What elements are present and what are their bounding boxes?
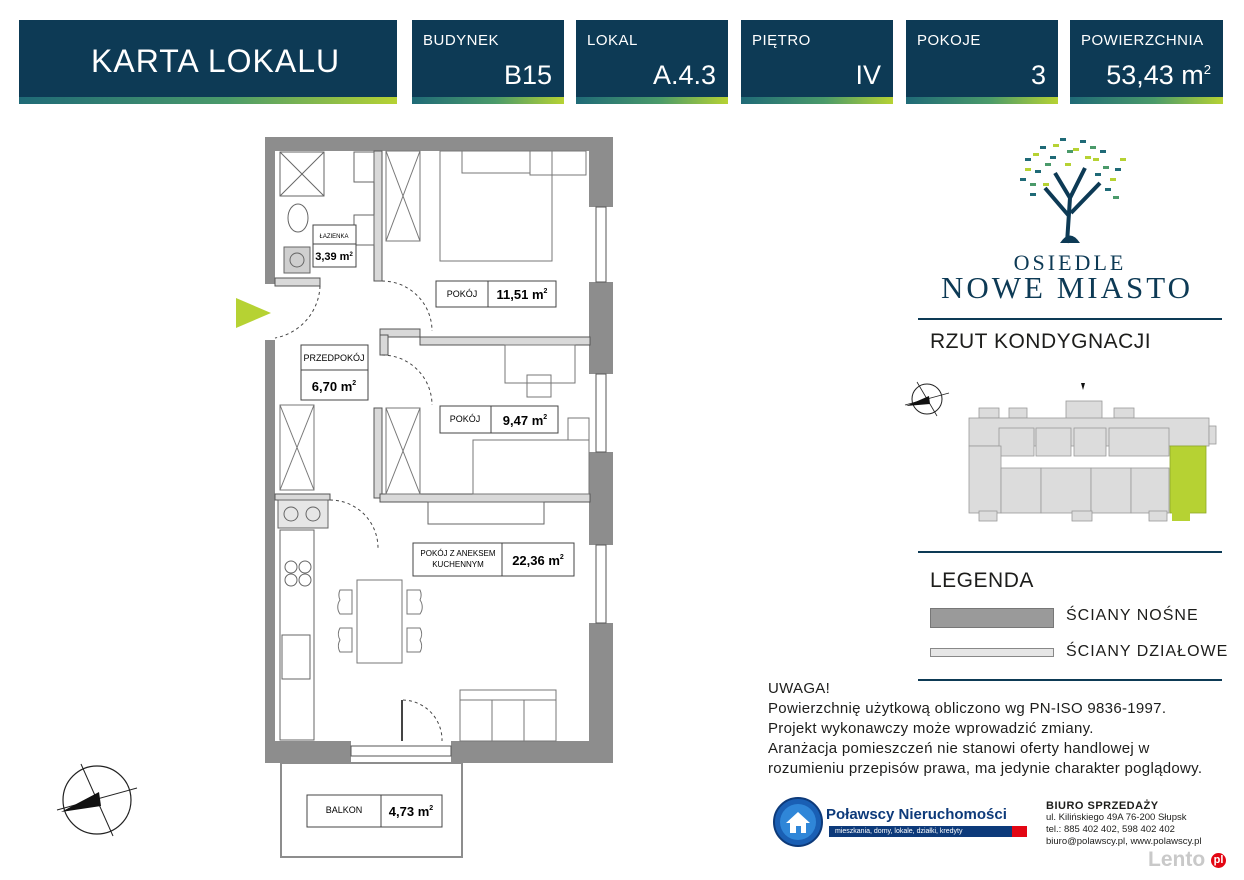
cell-value: [1106, 60, 1211, 91]
bathroom-name: ŁAZIENKA: [319, 234, 349, 240]
entrance-arrow-icon: [236, 298, 271, 328]
accent-bar: [412, 97, 564, 104]
room1-area: 11,51 $m^2$: [496, 287, 548, 302]
watermark: [1148, 848, 1226, 872]
divider: [918, 318, 1222, 320]
room-label-hall: [301, 345, 368, 400]
note-line: Aranżacja pomieszczeń nie stanowi oferty handlowej w: [768, 740, 1150, 757]
card-title-box: [19, 20, 397, 104]
cell-label: PIĘTRO: [752, 32, 811, 49]
note-line: UWAGA!: [768, 680, 831, 697]
legend-swatch-partition: [930, 648, 1054, 657]
cell-label: POWIERZCHNIA: [1081, 32, 1204, 49]
office-contact: biuro@polawscy.pl, www.polawscy.pl: [1046, 836, 1202, 847]
cell-value: 3: [1030, 60, 1046, 90]
room-label-balcony: [307, 795, 442, 827]
kitchen-furniture: [278, 500, 544, 740]
disclaimer-notes: [768, 679, 1202, 779]
office-title: BIURO SPRZEDAŻY: [1046, 800, 1159, 812]
cell-value: A.4.3: [652, 60, 716, 90]
living-name-line2: KUCHENNYM: [432, 560, 484, 569]
accent-bar: [576, 97, 728, 104]
hall-wardrobe: [280, 405, 314, 490]
company-house-icon: [772, 796, 824, 848]
watermark-badge: pl: [1211, 853, 1226, 868]
room1-name: POKÓJ: [446, 289, 478, 299]
room-label-living: [413, 543, 574, 576]
area-unit-sup: 2: [1203, 62, 1211, 77]
note-line: Powierzchnię użytkową obliczono wg PN-ISO 9836-1997.: [768, 700, 1167, 717]
accent-bar: [906, 97, 1058, 104]
tree-logo-icon: [1005, 128, 1140, 248]
accent-bar: [19, 97, 397, 104]
header-cell-building: [412, 20, 564, 104]
balcony-area: 4,73 $m^2$: [388, 804, 434, 819]
brand-line1: OSIEDLE: [1013, 250, 1127, 275]
cell-label: POKOJE: [917, 32, 981, 49]
office-phone: tel.: 885 402 402, 598 402 402: [1046, 824, 1175, 835]
sales-office: [1046, 800, 1202, 848]
room-label-bedroom2: [440, 406, 558, 433]
company-tagline: mieszkania, domy, lokale, działki, kredyty: [829, 826, 1027, 837]
balcony-name: BALKON: [325, 805, 363, 815]
cell-value: B15: [503, 60, 552, 90]
bedroom1-furniture: [386, 151, 586, 261]
legend-label-load-bearing: ŚCIANY NOŚNE: [1066, 607, 1199, 624]
apartment-floor-plan: [230, 130, 630, 865]
sofa: [460, 690, 556, 741]
legend-swatch-load-bearing: [930, 608, 1054, 628]
partition-walls: [275, 151, 590, 502]
note-line: rozumieniu przepisów prawa, ma jedynie charakter poglądowy.: [768, 760, 1203, 777]
cell-label: LOKAL: [587, 32, 638, 49]
living-area: 22,36 $m^2$: [512, 553, 564, 568]
floor-plan-title: RZUT KONDYGNACJI: [930, 330, 1152, 353]
accent-bar: [741, 97, 893, 104]
room-label-bathroom: [313, 225, 356, 267]
hall-name: PRZEDPOKÓJ: [303, 353, 365, 363]
room-label-bedroom1: [436, 281, 556, 307]
company-name: Poławscy Nieruchomości: [826, 806, 1007, 823]
office-address: ul. Kilińskiego 49A 76-200 Słupsk: [1046, 812, 1187, 823]
dining-table: [338, 580, 423, 663]
floor-overview-plan: [964, 383, 1219, 523]
living-name-line1: POKÓJ Z ANEKSEM: [420, 549, 496, 558]
watermark-text: Lento: [1148, 848, 1206, 871]
header-cell-area: [1070, 20, 1223, 104]
header-cell-rooms: [906, 20, 1058, 104]
legend-label-partition: ŚCIANY DZIAŁOWE: [1066, 643, 1229, 660]
company-tag-flag: [1012, 826, 1027, 837]
cell-label: BUDYNEK: [423, 32, 500, 49]
cell-value: IV: [855, 60, 881, 90]
overview-compass-icon: [903, 380, 951, 418]
header-cell-floor: [741, 20, 893, 104]
bathroom-area: 3,39 $m^2$: [315, 251, 353, 263]
room2-name: POKÓJ: [449, 414, 481, 424]
note-line: Projekt wykonawczy może wprowadzić zmiany.: [768, 720, 1094, 737]
accent-bar: [1070, 97, 1223, 104]
brand-line2: NOWE MIASTO: [941, 270, 1193, 305]
area-value: 53,43 m: [1106, 60, 1204, 90]
compass-icon: [55, 760, 140, 840]
legend-title: LEGENDA: [930, 569, 1034, 592]
hall-area: 6,70 $m^2$: [311, 379, 357, 394]
room2-area: 9,47 $m^2$: [502, 413, 548, 428]
header-cell-unit: [576, 20, 728, 104]
highlighted-unit: [1170, 446, 1206, 513]
divider: [918, 551, 1222, 553]
page-title: KARTA LOKALU: [91, 43, 341, 79]
